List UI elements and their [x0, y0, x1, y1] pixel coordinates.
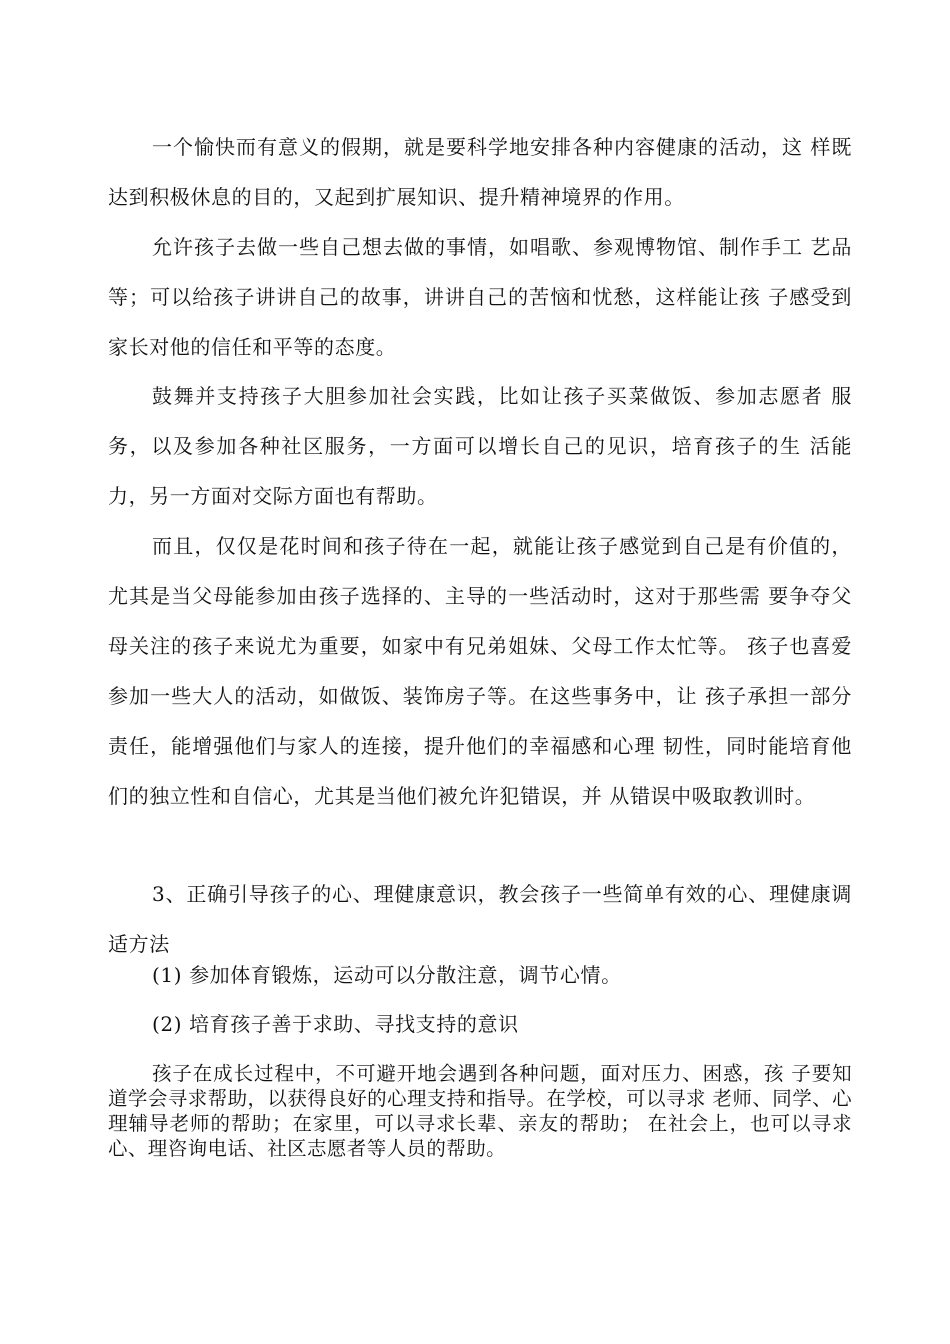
- list-item: (2) 培育孩子善于求助、寻找支持的意识: [152, 1012, 519, 1036]
- paragraph-time-together: 而且，仅仅是花时间和孩子待在一起，就能让孩子感觉到自己是有价值的，尤其是当父母能参加由孩子选择的、主导的一些活动时，这对于那些需 要争夺父母关注的孩子来说尤为重要，如家中有兄弟姐妹、父母工作太忙等。 孩子也喜爱参加一些大人的活动，如做饭、装饰房子等。在这些事务中，让 孩子承担一部分责任，能增强他们与家人的连接，提升他们的幸福感和心理 韧性，同时能培育他们的独立性和自信心，尤其是当他们被允许犯错误，并 从错误中吸取教训时。: [108, 534, 852, 808]
- section-heading: 3、正确引导孩子的心、理健康意识，教会孩子一些简单有效的心、理健康调适方法: [108, 882, 852, 956]
- paragraph-allow-child-choices: 允许孩子去做一些自己想去做的事情，如唱歌、参观博物馆、制作手工 艺品等；可以给孩子讲讲自己的故事，讲讲自己的苦恼和忧愁，这样能让孩 子感受到家长对他的信任和平等的态度。: [108, 235, 852, 359]
- paragraph-social-practice: 鼓舞并支持孩子大胆参加社会实践，比如让孩子买菜做饭、参加志愿者 服务，以及参加各种社区服务，一方面可以增长自己的见识，培育孩子的生 活能力，另一方面对交际方面也有帮助。: [108, 384, 852, 508]
- list-item: (1) 参加体育锻炼，运动可以分散注意，调节心情。: [152, 963, 622, 987]
- paragraph-seek-help: 孩子在成长过程中，不可避开地会遇到各种问题，面对压力、困惑，孩 子要知道学会寻求帮助，以获得良好的心理支持和指导。在学校，可以寻求 老师、同学、心理辅导老师的帮助；在家里，可以寻求长辈、亲友的帮助； 在社会上，也可以寻求心、理咨询电话、社区志愿者等人员的帮助。: [108, 1062, 852, 1160]
- paragraph-holiday-activities: 一个愉快而有意义的假期，就是要科学地安排各种内容健康的活动，这 样既达到积极休息的目的，又起到扩展知识、提升精神境界的作用。: [108, 135, 852, 209]
